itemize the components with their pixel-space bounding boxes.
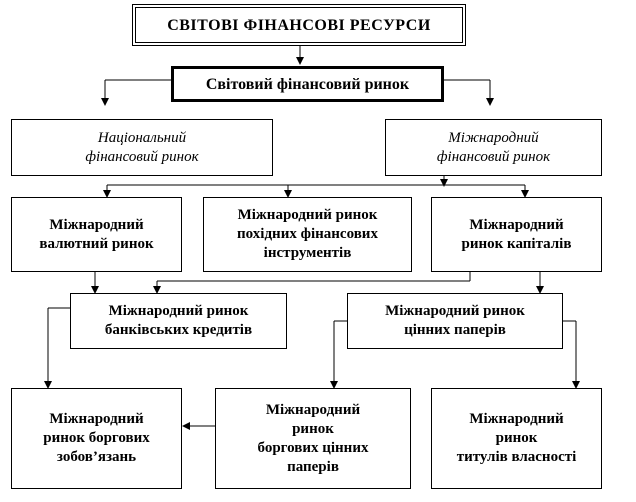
debt-obligations-market-box (11, 388, 182, 489)
debt-securities-line2: ринок (292, 420, 334, 437)
national-market-line2: фінансовий ринок (85, 148, 199, 165)
title-box (132, 4, 466, 46)
debt-securities-market-box (215, 388, 411, 489)
derivatives-market-line1: Міжнародний ринок (237, 207, 378, 223)
ownership-titles-line2: ринок (495, 430, 538, 446)
international-market-box (385, 119, 602, 176)
securities-market-box (347, 293, 563, 349)
bank-credit-market-line2: банківських кредитів (104, 322, 253, 338)
currency-market-line1: Міжнародний (49, 216, 144, 233)
debt-securities-line3: боргових цінних (257, 439, 369, 456)
bank-credit-market-line1: Міжнародний ринок (108, 303, 249, 319)
national-market-line1: Національний (97, 129, 187, 146)
ownership-titles-market-box (431, 388, 602, 489)
international-market-line1: Міжнародний (448, 129, 539, 146)
capital-market-line2: ринок капіталів (461, 235, 572, 252)
world-market-box (171, 66, 444, 102)
securities-market-line1: Міжнародний ринок (385, 303, 525, 319)
currency-market-line2: валютний ринок (39, 235, 154, 252)
international-market-line2: фінансовий ринок (436, 148, 551, 165)
capital-market-line1: Міжнародний (469, 216, 564, 233)
capital-market-box (431, 197, 602, 272)
debt-securities-line4: паперів (287, 458, 339, 475)
national-market-box (11, 119, 273, 176)
debt-obligations-line3: зобов’язань (56, 449, 137, 465)
ownership-titles-line1: Міжнародний (469, 411, 564, 427)
derivatives-market-line3: інструментів (263, 245, 352, 261)
debt-securities-line1: Міжнародний (265, 401, 361, 418)
ownership-titles-line3: титулів власності (456, 449, 577, 465)
title-text: СВІТОВІ ФІНАНСОВІ РЕСУРСИ (167, 16, 431, 34)
currency-market-box (11, 197, 182, 272)
derivatives-market-line2: похідних фінансових (237, 226, 378, 242)
world-market-text: Світовий фінансовий ринок (205, 75, 410, 93)
derivatives-market-box (203, 197, 412, 272)
debt-obligations-line1: Міжнародний (49, 411, 144, 427)
securities-market-line2: цінних паперів (404, 322, 506, 338)
bank-credit-market-box (70, 293, 287, 349)
debt-obligations-line2: ринок боргових (43, 430, 150, 446)
